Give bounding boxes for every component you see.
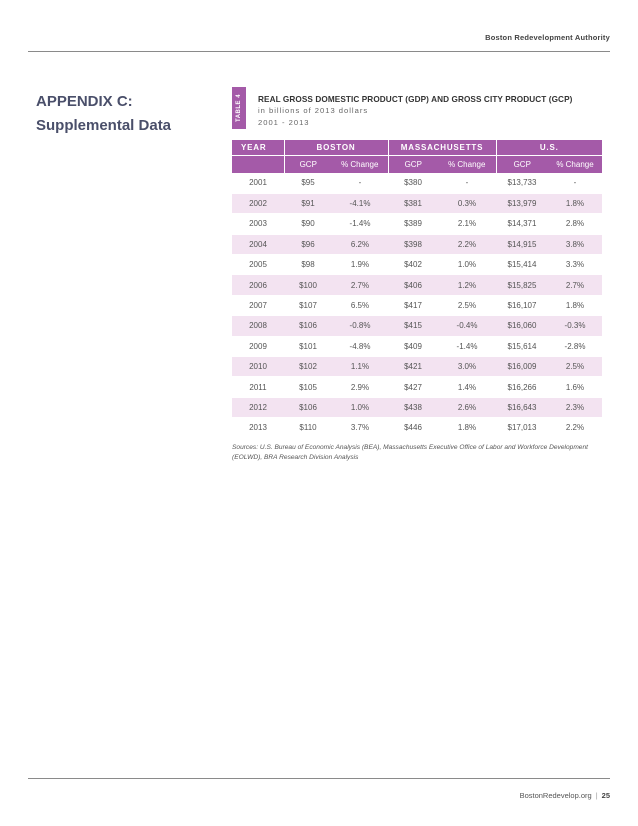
us-gcp-cell: $14,371 [496,214,548,234]
table-row [232,275,602,295]
ma-change-cell: 1.8% [438,418,496,438]
us-gcp-cell: $16,643 [496,397,548,417]
ma-gcp-cell: $406 [388,275,438,295]
us-change-cell: 2.8% [548,214,602,234]
table-sub-header-row [232,156,602,174]
ma-gcp-cell: $415 [388,316,438,336]
ma-gcp-cell: $381 [388,193,438,213]
sub-header-change: % Change [438,156,496,174]
boston-change-cell: -4.8% [332,336,388,356]
gdp-table [232,140,602,439]
sources-note: Sources: U.S. Bureau of Economic Analysis (BEA), Massachusetts Executive Office of Labor and Workforce Development (EOLWD), BRA Research Division Analysis [232,444,588,461]
us-gcp-cell: $13,979 [496,193,548,213]
year-cell: 2007 [232,295,284,315]
boston-gcp-cell: $110 [284,418,332,438]
boston-gcp-cell: $95 [284,173,332,193]
boston-change-cell: 2.9% [332,377,388,397]
boston-change-cell: -4.1% [332,193,388,213]
boston-gcp-cell: $106 [284,397,332,417]
table-tab-label: TABLE 4 [236,93,242,123]
group-header-massachusetts: MASSACHUSETTS [388,140,496,156]
boston-gcp-cell: $98 [284,255,332,275]
boston-gcp-cell: $105 [284,377,332,397]
year-cell: 2005 [232,255,284,275]
table-subtitle: in billions of 2013 dollars [258,106,369,115]
us-change-cell: -2.8% [548,336,602,356]
table-tab [232,87,246,129]
table-row [232,316,602,336]
table-group-header-row [232,140,602,156]
boston-gcp-cell: $107 [284,295,332,315]
year-cell: 2003 [232,214,284,234]
table-row [232,255,602,275]
boston-change-cell: 1.0% [332,397,388,417]
sub-header-change: % Change [332,156,388,174]
year-cell: 2002 [232,193,284,213]
us-change-cell: 3.3% [548,255,602,275]
sub-header-gcp: GCP [388,156,438,174]
boston-gcp-cell: $91 [284,193,332,213]
table-title: REAL GROSS DOMESTIC PRODUCT (GDP) AND GROSS CITY PRODUCT (GCP) [258,95,573,104]
ma-gcp-cell: $417 [388,295,438,315]
table-row [232,357,602,377]
ma-gcp-cell: $421 [388,357,438,377]
us-gcp-cell: $16,009 [496,357,548,377]
boston-change-cell: 3.7% [332,418,388,438]
ma-change-cell: 0.3% [438,193,496,213]
us-change-cell: 2.5% [548,357,602,377]
ma-change-cell: -0.4% [438,316,496,336]
boston-gcp-cell: $100 [284,275,332,295]
group-header-us: U.S. [496,140,602,156]
year-cell: 2009 [232,336,284,356]
footer-rule [28,778,610,779]
header-rule [28,51,610,52]
footer-separator: | [595,791,598,800]
table-body [232,173,602,438]
us-gcp-cell: $15,414 [496,255,548,275]
sub-header-change: % Change [548,156,602,174]
us-gcp-cell: $13,733 [496,173,548,193]
boston-change-cell: 1.1% [332,357,388,377]
boston-change-cell: 6.2% [332,234,388,254]
year-cell: 2008 [232,316,284,336]
us-change-cell: 1.8% [548,193,602,213]
year-cell: 2011 [232,377,284,397]
ma-gcp-cell: $409 [388,336,438,356]
boston-gcp-cell: $102 [284,357,332,377]
boston-change-cell: 2.7% [332,275,388,295]
ma-gcp-cell: $380 [388,173,438,193]
ma-gcp-cell: $398 [388,234,438,254]
boston-gcp-cell: $90 [284,214,332,234]
us-change-cell: 2.7% [548,275,602,295]
ma-gcp-cell: $438 [388,397,438,417]
footer-site: BostonRedevelop.org [519,791,592,800]
page-number: 25 [601,791,610,800]
year-cell: 2004 [232,234,284,254]
us-gcp-cell: $14,915 [496,234,548,254]
ma-gcp-cell: $446 [388,418,438,438]
us-change-cell: 2.2% [548,418,602,438]
group-header-boston: BOSTON [284,140,388,156]
ma-change-cell: -1.4% [438,336,496,356]
ma-change-cell: 1.0% [438,255,496,275]
ma-change-cell: 2.2% [438,234,496,254]
sub-header-gcp: GCP [496,156,548,174]
ma-change-cell: 1.4% [438,377,496,397]
table-row [232,173,602,193]
ma-change-cell: 2.1% [438,214,496,234]
ma-gcp-cell: $389 [388,214,438,234]
us-change-cell: -0.3% [548,316,602,336]
ma-change-cell: 1.2% [438,275,496,295]
year-cell: 2012 [232,397,284,417]
us-gcp-cell: $16,107 [496,295,548,315]
us-change-cell: 1.6% [548,377,602,397]
year-cell: 2001 [232,173,284,193]
boston-gcp-cell: $96 [284,234,332,254]
ma-change-cell: - [438,173,496,193]
us-gcp-cell: $17,013 [496,418,548,438]
table-row [232,234,602,254]
ma-gcp-cell: $402 [388,255,438,275]
us-change-cell: 3.8% [548,234,602,254]
table-row [232,193,602,213]
ma-change-cell: 3.0% [438,357,496,377]
boston-gcp-cell: $106 [284,316,332,336]
table-period: 2001 - 2013 [258,118,310,127]
table-row [232,377,602,397]
ma-change-cell: 2.5% [438,295,496,315]
us-change-cell: 2.3% [548,397,602,417]
us-gcp-cell: $16,060 [496,316,548,336]
boston-change-cell: 6.5% [332,295,388,315]
us-gcp-cell: $15,614 [496,336,548,356]
us-gcp-cell: $15,825 [496,275,548,295]
header-org: Boston Redevelopment Authority [485,33,610,42]
boston-gcp-cell: $101 [284,336,332,356]
year-cell: 2010 [232,357,284,377]
us-change-cell: - [548,173,602,193]
appendix-title: APPENDIX C: [36,93,133,110]
us-gcp-cell: $16,266 [496,377,548,397]
boston-change-cell: -1.4% [332,214,388,234]
sub-header-gcp: GCP [284,156,332,174]
year-cell: 2013 [232,418,284,438]
us-change-cell: 1.8% [548,295,602,315]
table-row [232,214,602,234]
sub-header-blank [232,156,284,174]
table-row [232,295,602,315]
footer [520,791,610,800]
boston-change-cell: 1.9% [332,255,388,275]
table-row [232,336,602,356]
ma-gcp-cell: $427 [388,377,438,397]
boston-change-cell: -0.8% [332,316,388,336]
year-cell: 2006 [232,275,284,295]
table-row [232,397,602,417]
year-header: YEAR [232,140,284,156]
boston-change-cell: - [332,173,388,193]
ma-change-cell: 2.6% [438,397,496,417]
table-row [232,418,602,438]
appendix-subtitle: Supplemental Data [36,117,172,134]
